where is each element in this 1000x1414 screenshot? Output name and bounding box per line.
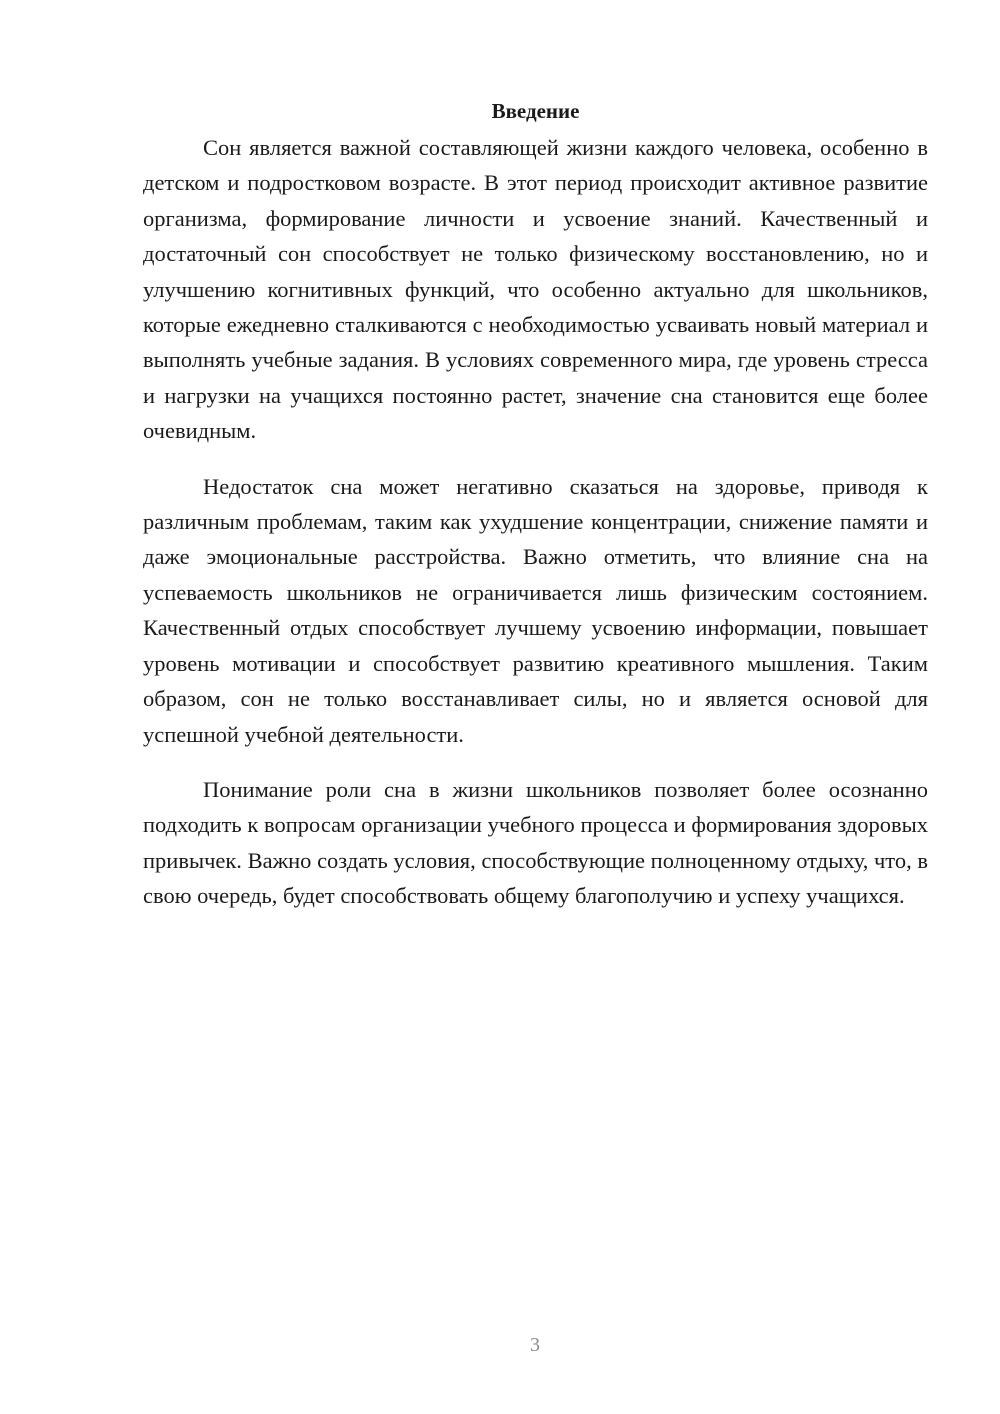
section-title: Введение [491,99,580,123]
paragraph-1: Сон является важной составляющей жизни каждого человека, особенно в детском и подростковом возрасте. В этот период происходит активное развитие организма, формирование личности и усвоение знаний. Качественный и достаточный сон способствует не только физическому восстановлению, но и улучшению когнитивных функций, что особенно актуально для школьников, которые ежедневно сталкиваются с необходимостью усваивать новый материал и выполнять учебные задания. В условиях современного мира, где уровень стресса и нагрузки на учащихся постоянно растет, значение сна становится еще более очевидным. [143,135,928,444]
page-number: 3 [530,1334,540,1356]
paragraph-3: Понимание роли сна в жизни школьников позволяет более осознанно подходить к вопросам организации учебного процесса и формирования здоровых привычек. Важно создать условия, способствующие полноценному отдыху, что, в свою очередь, будет способствовать общему благополучию и успеху учащихся. [143,776,928,909]
page-content [143,96,928,914]
paragraph-2: Недостаток сна может негативно сказаться на здоровье, приводя к различным проблемам, таким как ухудшение концентрации, снижение памяти и даже эмоциональные расстройства. Важно отметить, что влияние сна на успеваемость школьников не ограничивается лишь физическим состоянием. Качественный отдых способствует лучшему усвоению информации, повышает уровень мотивации и способствует развитию креативного мышления. Таким образом, сон не только восстанавливает силы, но и является основой для успешной учебной деятельности. [143,473,928,747]
